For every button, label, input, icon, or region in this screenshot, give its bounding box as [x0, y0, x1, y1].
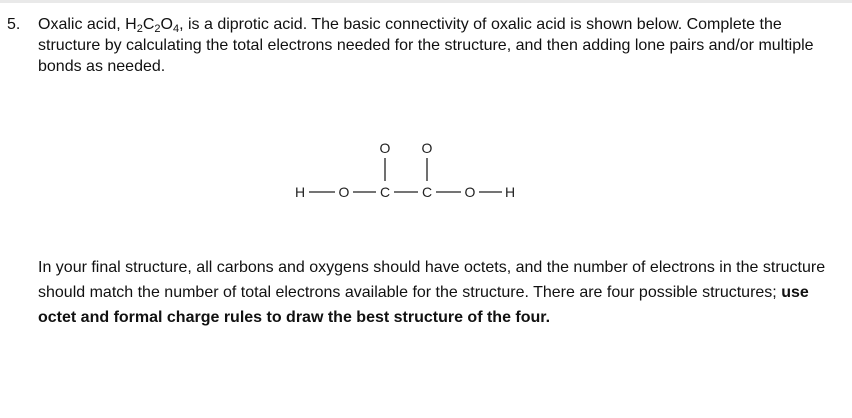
atom-h-left: H — [294, 184, 306, 200]
question-text-part: , is a diprotic acid. The basic connectivity of oxalic acid is shown below. Complete the structure by calculating the total electrons needed for the structure, and then adding lone pairs and/or multiple bonds as needed. — [38, 16, 814, 75]
page-top-border — [0, 0, 852, 3]
atom-c-left: C — [379, 184, 391, 200]
subscript: 2 — [136, 23, 143, 35]
atom-o-right: O — [464, 184, 476, 200]
atom-c-right: C — [421, 184, 433, 200]
atom-h-right: H — [504, 184, 516, 200]
question-number: 5. — [7, 16, 21, 33]
atom-o-left: O — [338, 184, 350, 200]
question-text-part: C — [142, 16, 155, 33]
subscript: 4 — [172, 23, 180, 35]
oxalic-acid-structure — [280, 130, 540, 210]
instructions-paragraph — [38, 255, 838, 330]
instructions-bold-text: use octet and formal charge rules to draw the best structure of the four. — [38, 284, 809, 326]
atom-o-top-left: O — [379, 140, 391, 156]
question-text — [38, 14, 838, 77]
subscript: 2 — [154, 23, 161, 35]
instructions-text: In your final structure, all carbons and oxygens should have octets, and the number of electrons in the structure should match the number of total electrons available for the structure. There are four possible structures; — [38, 259, 826, 301]
atom-o-top-right: O — [421, 140, 433, 156]
question-text-part: Oxalic acid, H — [38, 16, 137, 33]
question-text-part: O — [160, 16, 173, 33]
